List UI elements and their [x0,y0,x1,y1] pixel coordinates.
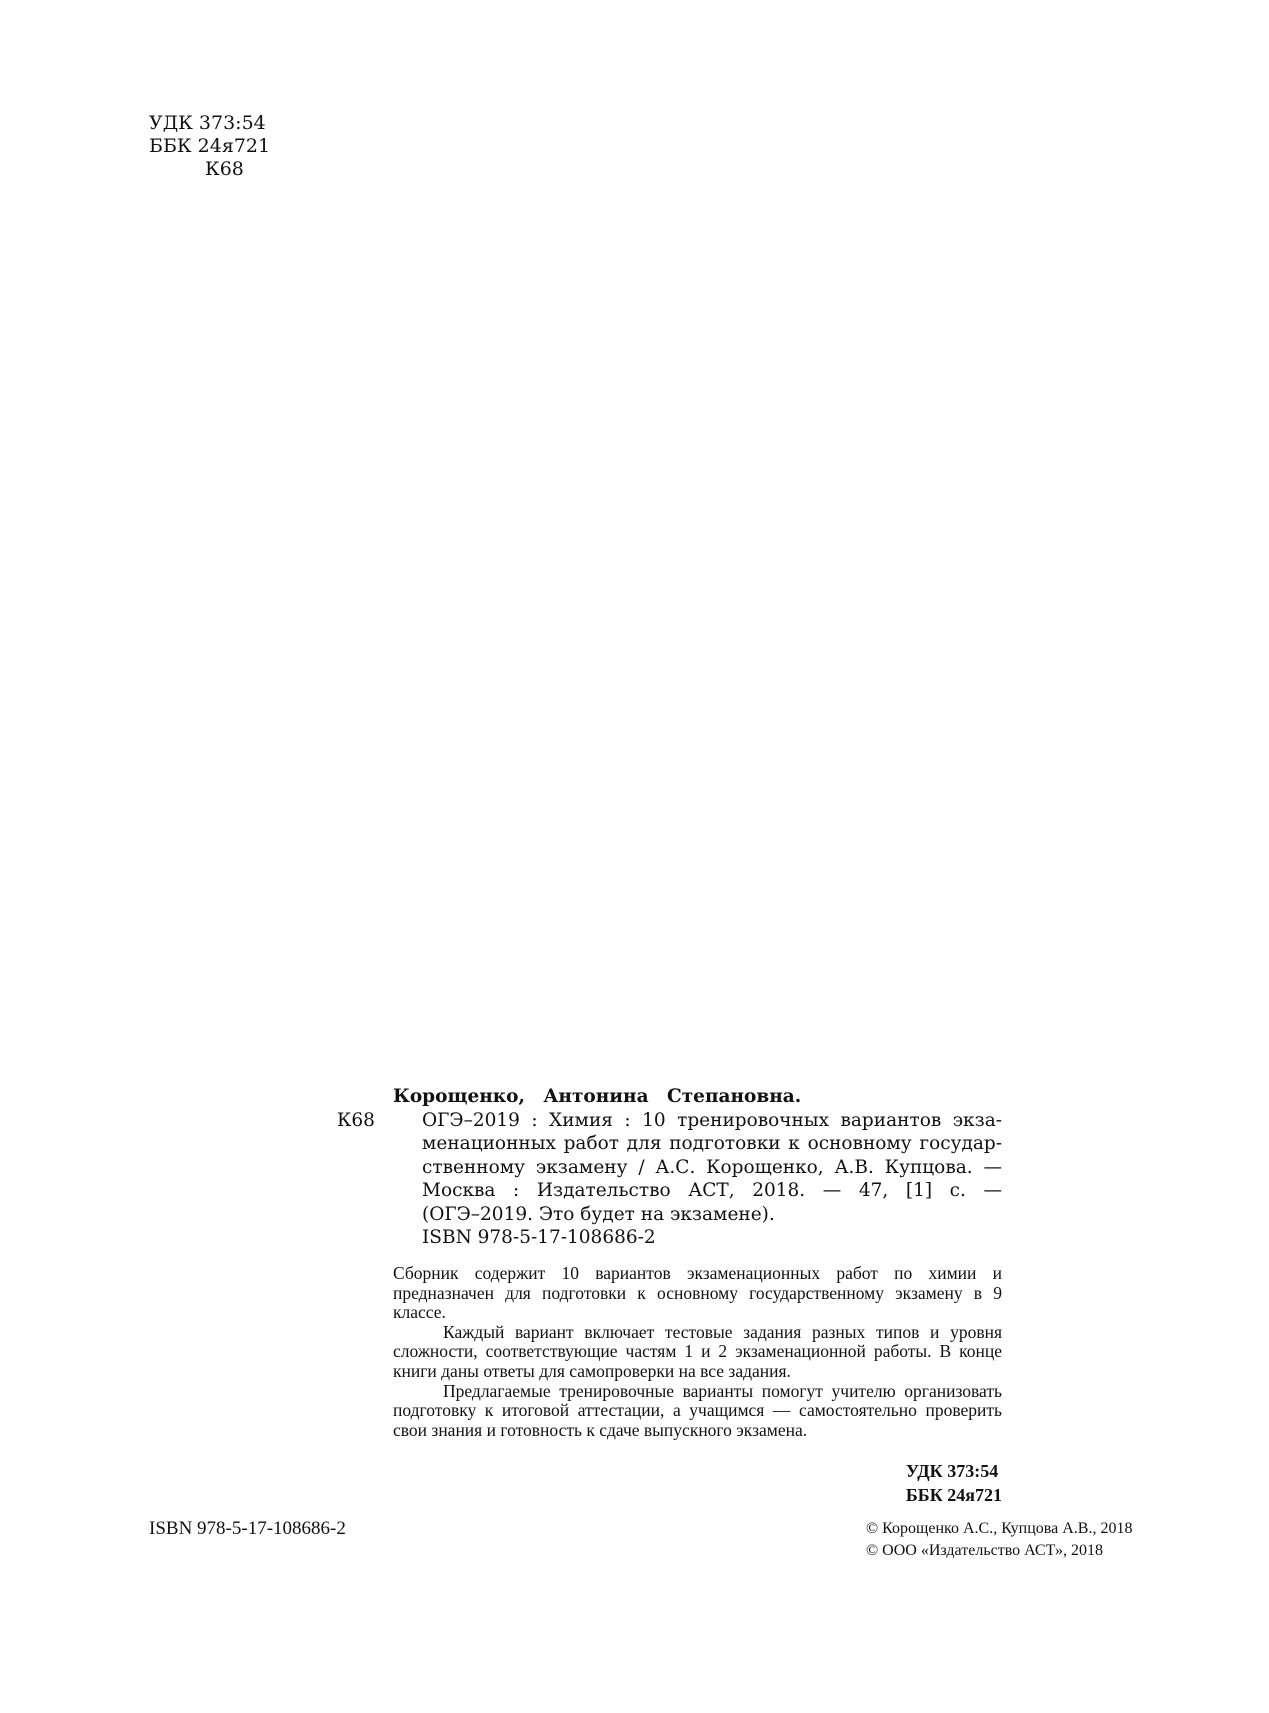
isbn-bottom: ISBN 978-5-17-108686-2 [149,1518,346,1539]
entry-author: Корощенко, Антонина Степановна. [393,1086,802,1107]
bibliographic-entry [337,1085,1002,1250]
bottom-bbk-code: ББК 24я721 [905,1485,1002,1505]
annotation-paragraph-3: Предлагаемые тренировочные варианты помогут учителю организовать подготовку к итоговой аттестации, а учащимся — самостоятельно проверить свои знания и готовность к сдаче выпускного экзамена. [393,1380,1002,1440]
entry-line-4: Москва : Издательство АСТ, 2018. — 47, [1] с. — [422,1180,1002,1201]
entry-author-mark: К68 [337,1109,375,1131]
entry-line-1: ОГЭ–2019 : Химия : 10 тренировочных вариантов экза- [422,1109,1002,1131]
annotation-paragraph-2: Каждый вариант включает тестовые задания разных типов и уровня сложности, соответствующие частям 1 и 2 экзаменационной работы. В конце книги даны ответы для самопроверки на все задания. [393,1321,1002,1381]
annotation-paragraph-1: Сборник содержит 10 вариантов экзаменационных работ по химии и предназначен для подготовки к основному государственному экзамену в 9 классе. [393,1263,1002,1323]
copyright-authors: © Корощенко А.С., Купцова А.В., 2018 [866,1520,1133,1537]
copyright-block [866,1518,1132,1562]
annotation [393,1264,1002,1440]
entry-line-5: (ОГЭ–2019. Это будет на экзамене). [422,1203,775,1225]
bottom-udk-code: УДК 373:54 [905,1461,999,1481]
author-mark: К68 [205,158,244,180]
entry-line-2: менационных работ для подготовки к основному государ- [422,1133,1002,1154]
entry-line-3: ственному экзамену / А.С. Корощенко, А.В. Купцова. — [422,1156,1002,1178]
copyright-publisher: © ООО «Издательство АСТ», 2018 [866,1542,1103,1559]
entry-isbn: ISBN 978-5-17-108686-2 [422,1227,656,1248]
bottom-classification-codes [906,1459,1002,1507]
top-classification-codes [149,112,270,181]
udk-code: УДК 373:54 [149,112,266,134]
bbk-code: ББК 24я721 [149,135,271,157]
